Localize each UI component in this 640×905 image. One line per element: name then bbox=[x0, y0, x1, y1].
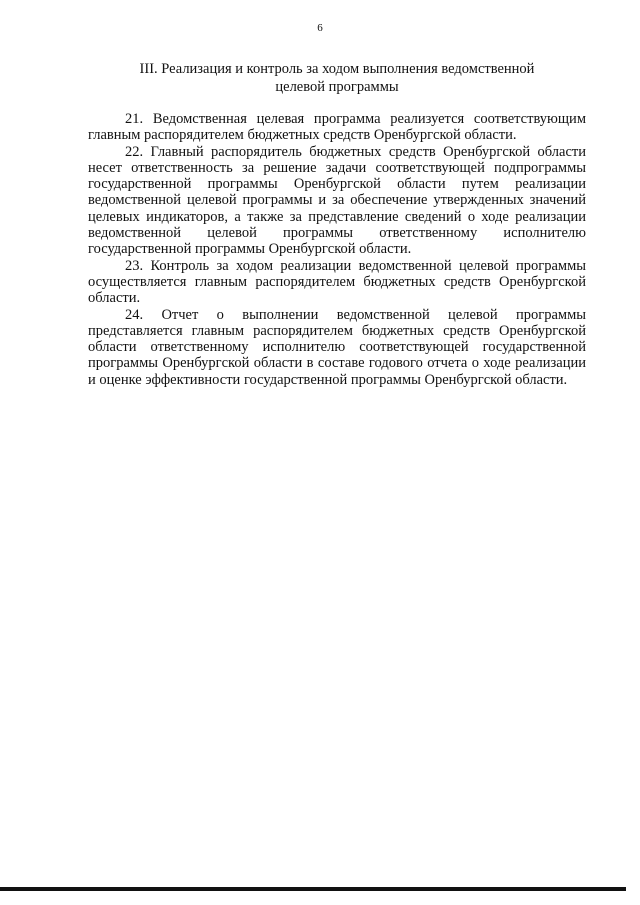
page-number: 6 bbox=[317, 22, 323, 34]
paragraph-23: 23. Контроль за ходом реализации ведомственной целевой программы осуществляется главным распорядителем бюджетных средств Оренбургской области. bbox=[88, 257, 586, 307]
section-title-line-2: целевой программы bbox=[275, 78, 399, 95]
paragraph-24: 24. Отчет о выполнении ведомственной целевой программы представляется главным распорядителем бюджетных средств Оренбургской области ответственному исполнителю соответствующей государственной программы Оренбургской области в составе годового отчета о ходе реализации и оценке эффективности государственной программы Оренбургской области. bbox=[88, 306, 586, 388]
bottom-border-line bbox=[0, 887, 626, 891]
section-title-line-1: III. Реализация и контроль за ходом выполнения ведомственной bbox=[139, 61, 535, 77]
document-body bbox=[88, 111, 586, 388]
paragraph-22: 22. Главный распорядитель бюджетных средств Оренбургской области несет ответственность за решение задачи соответствующей подпрограммы государственной программы Оренбургской области путем реализации ведомственной целевой программы и за обеспечение утвержденных значений целевых индикаторов, а также за представление сведений о ходе реализации ведомственной целевой программы ответственному исполнителю государственной программы Оренбургской области. bbox=[88, 143, 586, 258]
section-title bbox=[88, 61, 586, 96]
paragraph-21: 21. Ведомственная целевая программа реализуется соответствующим главным распорядителем бюджетных средств Оренбургской области. bbox=[88, 111, 586, 144]
